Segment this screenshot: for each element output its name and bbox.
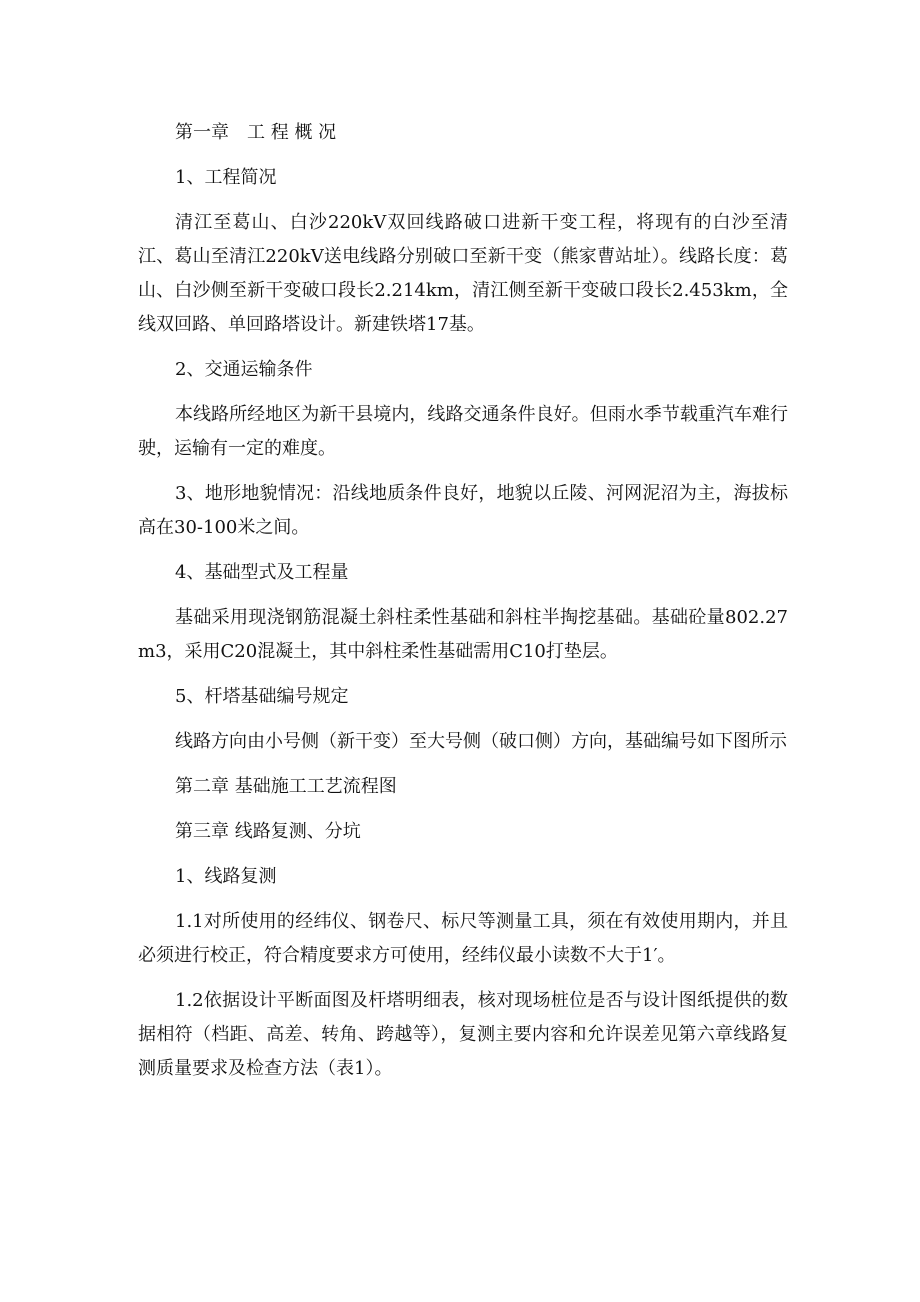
section-5-body: 线路方向由小号侧（新干变）至大号侧（破口侧）方向，基础编号如下图所示	[175, 731, 787, 752]
subsection-1-2-body: 1.2依据设计平断面图及杆塔明细表，核对现场桩位是否与设计图纸提供的数据相符（档距、高差、转角、跨越等），复测主要内容和允许误差见第六章线路复测质量要求及检查方法（表1）。	[138, 990, 788, 1079]
paragraph-gap	[138, 342, 788, 353]
paragraph-gap	[138, 894, 788, 905]
paragraph-gap	[138, 759, 788, 770]
chapter-1-heading: 第一章 工 程 概 况	[175, 122, 337, 143]
paragraph-gap	[138, 669, 788, 680]
paragraph-gap	[138, 466, 788, 477]
paragraph-gap	[138, 714, 788, 725]
section-3-body: 3、地形地貌情况：沿线地质条件良好，地貌以丘陵、河网泥沼为主，海拔标高在30-100米之间。	[138, 483, 788, 538]
paragraph-gap	[138, 150, 788, 161]
paragraph-gap	[138, 195, 788, 206]
paragraph-gap	[138, 804, 788, 815]
section-2-body: 本线路所经地区为新干县境内，线路交通条件良好。但雨水季节载重汽车难行驶，运输有一定的难度。	[138, 404, 788, 459]
section-1-heading: 1、工程简况	[175, 167, 277, 188]
subsection-1-1-body: 1.1对所使用的经纬仪、钢卷尺、标尺等测量工具，须在有效使用期内，并且必须进行校正，符合精度要求方可使用，经纬仪最小读数不大于1′。	[138, 911, 788, 966]
paragraph-gap	[138, 973, 788, 984]
chapter-2-heading: 第二章 基础施工工艺流程图	[175, 776, 397, 797]
paragraph-gap	[138, 849, 788, 860]
section-4-body: 基础采用现浇钢筋混凝土斜柱柔性基础和斜柱半掏挖基础。基础砼量802.27 m3，采用C20混凝土，其中斜柱柔性基础需用C10打垫层。	[138, 607, 788, 662]
section-2-heading: 2、交通运输条件	[175, 359, 313, 380]
paragraph-gap	[138, 387, 788, 398]
paragraph-gap	[138, 545, 788, 556]
paragraph-gap	[138, 590, 788, 601]
document-body	[138, 116, 788, 1086]
section-4-heading: 4、基础型式及工程量	[175, 562, 349, 583]
section-5-heading: 5、杆塔基础编号规定	[175, 686, 349, 707]
section-1-body: 清江至葛山、白沙220kV双回线路破口进新干变工程，将现有的白沙至清江、葛山至清江220kV送电线路分别破口至新干变（熊家曹站址）。线路长度：葛山、白沙侧至新干变破口段长2.214km，清江侧至新干变破口段长2.453km，全线双回路、单回路塔设计。新建铁塔17基。	[138, 212, 788, 335]
subsection-1-heading: 1、线路复测	[175, 866, 277, 887]
chapter-3-heading: 第三章 线路复测、分坑	[175, 821, 361, 842]
